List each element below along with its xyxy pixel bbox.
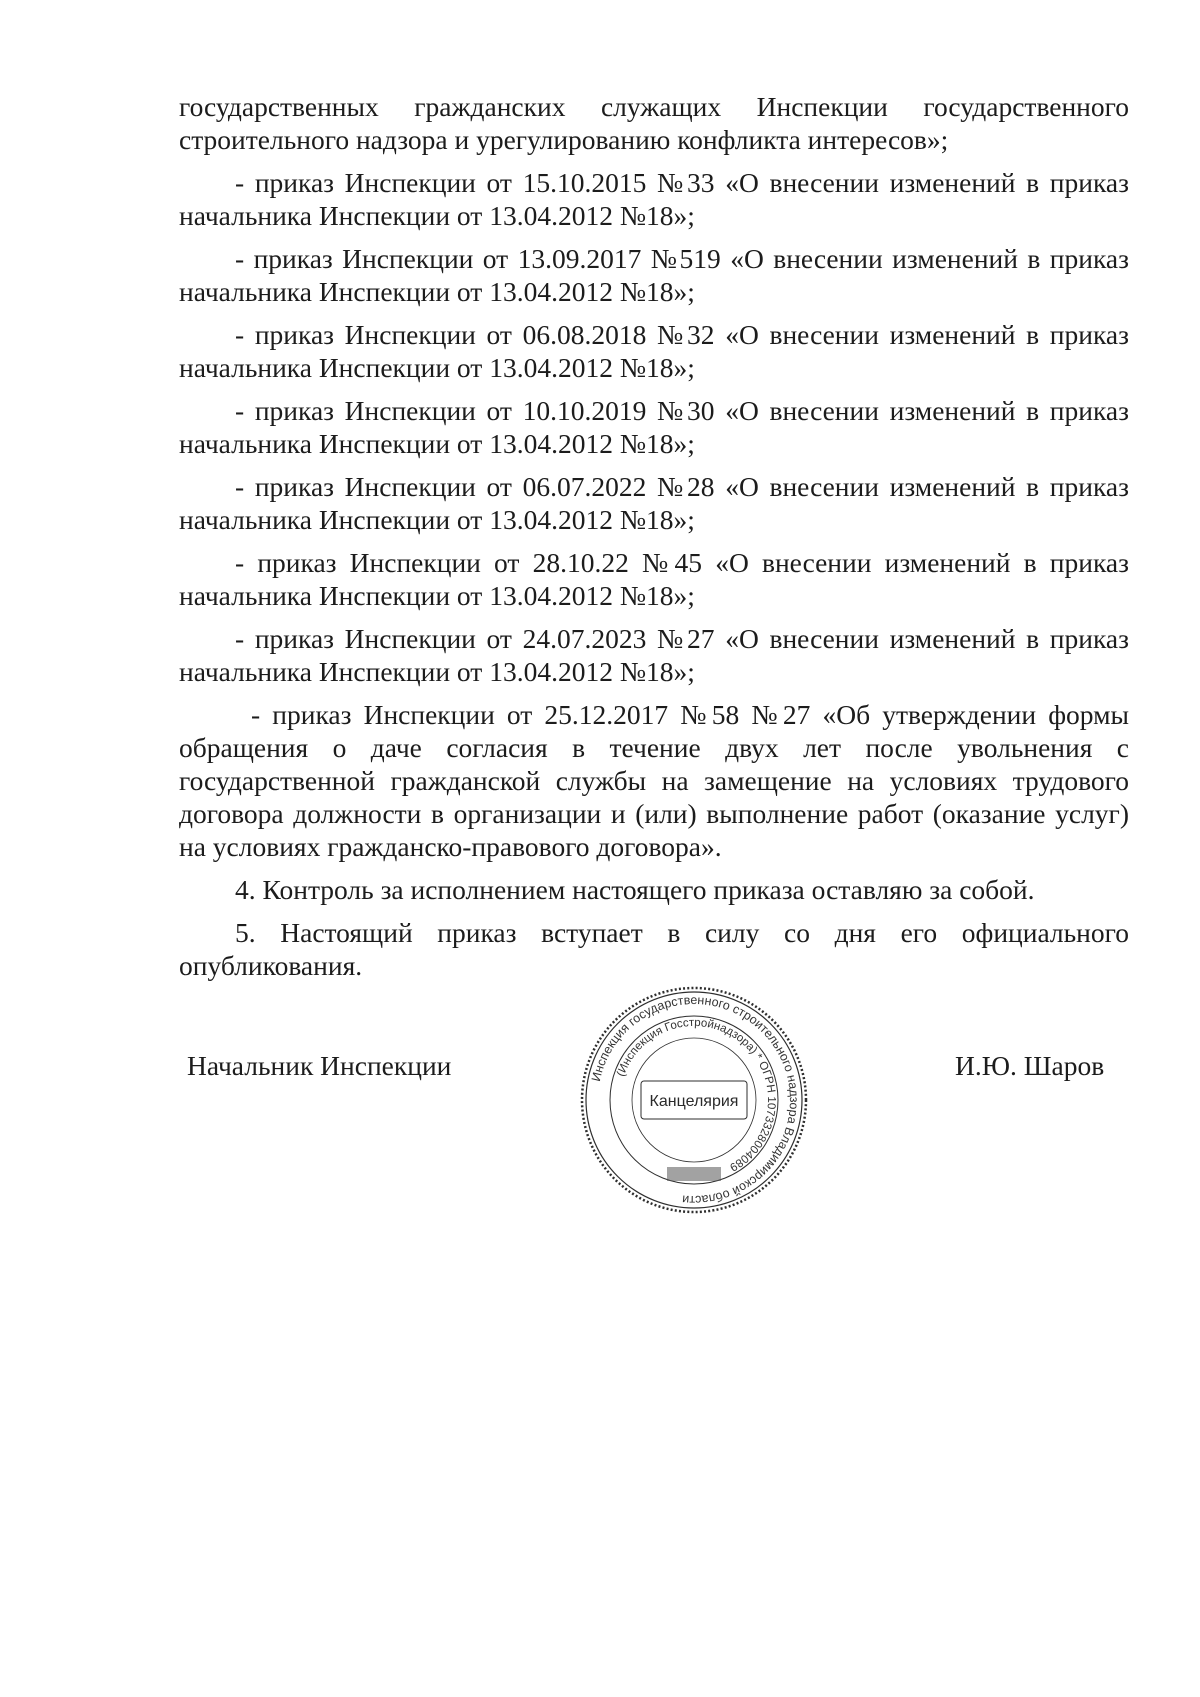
paragraph-order-item: - приказ Инспекции от 06.07.2022 №28 «О внесении изменений в приказ начальника Инспекции от 13.04.2012 №18»; bbox=[179, 471, 1129, 535]
signatory-title: Начальник Инспекции bbox=[187, 1050, 452, 1081]
paragraph-order-item: - приказ Инспекции от 13.09.2017 №519 «О внесении изменений в приказ начальника Инспекции от 13.04.2012 №18»; bbox=[179, 243, 1129, 307]
paragraph-continuation: государственных гражданских служащих Инспекции государственного строительного надзора и урегулированию конфликта интересов»; bbox=[179, 91, 1129, 155]
stamp-center-text: Канцелярия bbox=[649, 1093, 739, 1110]
official-stamp bbox=[579, 985, 809, 1215]
paragraph-clause-4: 4. Контроль за исполнением настоящего приказа оставляю за собой. bbox=[235, 874, 1035, 905]
paragraph-order-item: - приказ Инспекции от 24.07.2023 №27 «О внесении изменений в приказ начальника Инспекции от 13.04.2012 №18»; bbox=[179, 623, 1129, 687]
signatory-name: И.Ю. Шаров bbox=[955, 1050, 1105, 1081]
paragraph-clause-5: 5. Настоящий приказ вступает в силу со дня его официального опубликования. bbox=[179, 917, 1129, 981]
stamp-smudge bbox=[667, 1167, 721, 1181]
paragraph-order-item: - приказ Инспекции от 10.10.2019 №30 «О внесении изменений в приказ начальника Инспекции от 13.04.2012 №18»; bbox=[179, 395, 1129, 459]
paragraph-order-item: - приказ Инспекции от 25.12.2017 №58 №27 «Об утверждении формы обращения о даче согласия в течение двух лет после увольнения с государственной гражданской службы на замещение на условиях трудового договора должности в организации и (или) выполнение работ (оказание услуг) на условиях гражданско-правового договора». bbox=[179, 699, 1129, 862]
paragraph-order-item: - приказ Инспекции от 28.10.22 №45 «О внесении изменений в приказ начальника Инспекции от 13.04.2012 №18»; bbox=[179, 547, 1129, 611]
stamp-outer-text: Инспекция государственного строительного надзора Владимирской области bbox=[588, 992, 802, 1208]
paragraph-order-item: - приказ Инспекции от 15.10.2015 №33 «О внесении изменений в приказ начальника Инспекции от 13.04.2012 №18»; bbox=[179, 167, 1129, 231]
stamp-inner-text: (Инспекция Госстройнадзора) * ОГРН 1073328004089 bbox=[615, 1016, 778, 1174]
paragraph-order-item: - приказ Инспекции от 06.08.2018 №32 «О внесении изменений в приказ начальника Инспекции от 13.04.2012 №18»; bbox=[179, 319, 1129, 383]
document-body bbox=[179, 90, 1129, 992]
